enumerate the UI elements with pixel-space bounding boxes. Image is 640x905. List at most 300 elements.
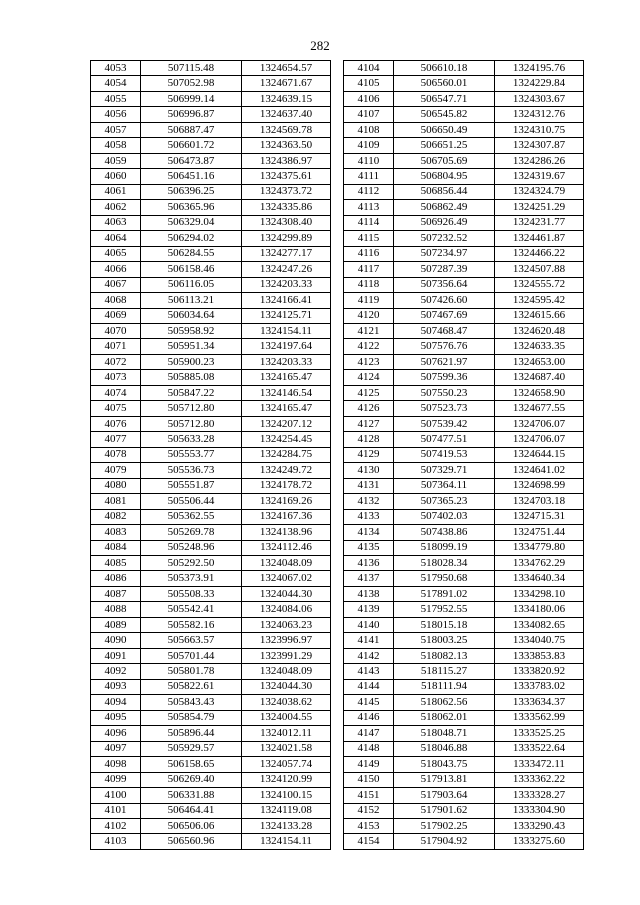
point-number-cell: 4102: [91, 818, 141, 833]
table-row: [344, 695, 584, 710]
y-coordinate-cell: 1324203.33: [242, 277, 331, 292]
y-coordinate-cell: 1324286.26: [495, 153, 584, 168]
coordinates-table-left-body: [91, 61, 331, 850]
x-coordinate-cell: 506506.06: [141, 818, 242, 833]
y-coordinate-cell: 1324658.90: [495, 385, 584, 400]
table-row: [91, 679, 331, 694]
point-number-cell: 4153: [344, 818, 394, 833]
point-number-cell: 4056: [91, 107, 141, 122]
table-row: [344, 494, 584, 509]
point-number-cell: 4138: [344, 586, 394, 601]
x-coordinate-cell: 518043.75: [394, 757, 495, 772]
y-coordinate-cell: 1324138.96: [242, 525, 331, 540]
point-number-cell: 4088: [91, 602, 141, 617]
point-number-cell: 4073: [91, 370, 141, 385]
table-row: [91, 726, 331, 741]
y-coordinate-cell: 1324146.54: [242, 385, 331, 400]
y-coordinate-cell: 1333525.25: [495, 726, 584, 741]
y-coordinate-cell: 1324165.47: [242, 401, 331, 416]
x-coordinate-cell: 506116.05: [141, 277, 242, 292]
table-row: [91, 556, 331, 571]
y-coordinate-cell: 1324555.72: [495, 277, 584, 292]
x-coordinate-cell: 518062.56: [394, 695, 495, 710]
x-coordinate-cell: 506887.47: [141, 122, 242, 137]
point-number-cell: 4137: [344, 571, 394, 586]
x-coordinate-cell: 507621.97: [394, 354, 495, 369]
y-coordinate-cell: 1324254.45: [242, 432, 331, 447]
y-coordinate-cell: 1324154.11: [242, 323, 331, 338]
table-row: [344, 323, 584, 338]
y-coordinate-cell: 1324067.02: [242, 571, 331, 586]
table-row: [344, 293, 584, 308]
table-row: [344, 834, 584, 849]
y-coordinate-cell: 1333275.60: [495, 834, 584, 849]
x-coordinate-cell: 506034.64: [141, 308, 242, 323]
table-row: [344, 447, 584, 462]
x-coordinate-cell: 505506.44: [141, 494, 242, 509]
x-coordinate-cell: 506651.25: [394, 138, 495, 153]
table-row: [91, 494, 331, 509]
y-coordinate-cell: 1324277.17: [242, 246, 331, 261]
point-number-cell: 4082: [91, 509, 141, 524]
x-coordinate-cell: 506547.71: [394, 91, 495, 106]
table-row: [344, 463, 584, 478]
y-coordinate-cell: 1324466.22: [495, 246, 584, 261]
x-coordinate-cell: 507467.69: [394, 308, 495, 323]
y-coordinate-cell: 1324195.76: [495, 61, 584, 76]
point-number-cell: 4079: [91, 463, 141, 478]
point-number-cell: 4134: [344, 525, 394, 540]
point-number-cell: 4116: [344, 246, 394, 261]
x-coordinate-cell: 506610.18: [394, 61, 495, 76]
x-coordinate-cell: 518003.25: [394, 633, 495, 648]
x-coordinate-cell: 507232.52: [394, 231, 495, 246]
y-coordinate-cell: 1324197.64: [242, 339, 331, 354]
point-number-cell: 4123: [344, 354, 394, 369]
y-coordinate-cell: 1324021.58: [242, 741, 331, 756]
y-coordinate-cell: 1324653.00: [495, 354, 584, 369]
point-number-cell: 4113: [344, 200, 394, 215]
table-row: [344, 509, 584, 524]
x-coordinate-cell: 506926.49: [394, 215, 495, 230]
point-number-cell: 4114: [344, 215, 394, 230]
point-number-cell: 4154: [344, 834, 394, 849]
table-row: [344, 308, 584, 323]
table-row: [91, 602, 331, 617]
point-number-cell: 4117: [344, 262, 394, 277]
table-row: [91, 184, 331, 199]
coordinates-table-right-body: [344, 61, 584, 850]
x-coordinate-cell: 506396.25: [141, 184, 242, 199]
x-coordinate-cell: 506705.69: [394, 153, 495, 168]
y-coordinate-cell: 1324751.44: [495, 525, 584, 540]
point-number-cell: 4075: [91, 401, 141, 416]
y-coordinate-cell: 1334779.80: [495, 540, 584, 555]
y-coordinate-cell: 1324299.89: [242, 231, 331, 246]
y-coordinate-cell: 1324569.78: [242, 122, 331, 137]
table-row: [344, 153, 584, 168]
table-row: [344, 556, 584, 571]
x-coordinate-cell: 507419.53: [394, 447, 495, 462]
y-coordinate-cell: 1324310.75: [495, 122, 584, 137]
table-row: [344, 385, 584, 400]
x-coordinate-cell: 505712.80: [141, 401, 242, 416]
y-coordinate-cell: 1324324.79: [495, 184, 584, 199]
x-coordinate-cell: 507365.23: [394, 494, 495, 509]
x-coordinate-cell: 506158.65: [141, 757, 242, 772]
point-number-cell: 4077: [91, 432, 141, 447]
table-row: [91, 215, 331, 230]
table-row: [91, 200, 331, 215]
point-number-cell: 4133: [344, 509, 394, 524]
y-coordinate-cell: 1324165.47: [242, 370, 331, 385]
point-number-cell: 4099: [91, 772, 141, 787]
y-coordinate-cell: 1324654.57: [242, 61, 331, 76]
table-row: [91, 463, 331, 478]
point-number-cell: 4124: [344, 370, 394, 385]
y-coordinate-cell: 1324319.67: [495, 169, 584, 184]
y-coordinate-cell: 1324303.67: [495, 91, 584, 106]
x-coordinate-cell: 506804.95: [394, 169, 495, 184]
table-row: [91, 416, 331, 431]
point-number-cell: 4072: [91, 354, 141, 369]
point-number-cell: 4119: [344, 293, 394, 308]
x-coordinate-cell: 517903.64: [394, 788, 495, 803]
point-number-cell: 4139: [344, 602, 394, 617]
point-number-cell: 4105: [344, 76, 394, 91]
x-coordinate-cell: 505362.55: [141, 509, 242, 524]
table-row: [344, 401, 584, 416]
point-number-cell: 4098: [91, 757, 141, 772]
point-number-cell: 4101: [91, 803, 141, 818]
page-number: 282: [310, 38, 330, 53]
y-coordinate-cell: 1324639.15: [242, 91, 331, 106]
table-row: [344, 602, 584, 617]
x-coordinate-cell: 517913.81: [394, 772, 495, 787]
y-coordinate-cell: 1324119.08: [242, 803, 331, 818]
table-row: [91, 818, 331, 833]
table-row: [91, 354, 331, 369]
point-number-cell: 4151: [344, 788, 394, 803]
table-row: [344, 788, 584, 803]
x-coordinate-cell: 505536.73: [141, 463, 242, 478]
x-coordinate-cell: 506158.46: [141, 262, 242, 277]
table-row: [344, 679, 584, 694]
y-coordinate-cell: 1324698.99: [495, 478, 584, 493]
point-number-cell: 4093: [91, 679, 141, 694]
x-coordinate-cell: 505292.50: [141, 556, 242, 571]
table-row: [344, 416, 584, 431]
x-coordinate-cell: 507329.71: [394, 463, 495, 478]
point-number-cell: 4110: [344, 153, 394, 168]
x-coordinate-cell: 505701.44: [141, 648, 242, 663]
table-row: [91, 432, 331, 447]
y-coordinate-cell: 1324084.06: [242, 602, 331, 617]
y-coordinate-cell: 1334082.65: [495, 617, 584, 632]
point-number-cell: 4120: [344, 308, 394, 323]
table-row: [91, 122, 331, 137]
x-coordinate-cell: 507523.73: [394, 401, 495, 416]
x-coordinate-cell: 506113.21: [141, 293, 242, 308]
point-number-cell: 4147: [344, 726, 394, 741]
point-number-cell: 4128: [344, 432, 394, 447]
x-coordinate-cell: 505633.28: [141, 432, 242, 447]
point-number-cell: 4078: [91, 447, 141, 462]
y-coordinate-cell: 1324507.88: [495, 262, 584, 277]
x-coordinate-cell: 506284.55: [141, 246, 242, 261]
x-coordinate-cell: 505896.44: [141, 726, 242, 741]
y-coordinate-cell: 1324038.62: [242, 695, 331, 710]
x-coordinate-cell: 505542.41: [141, 602, 242, 617]
y-coordinate-cell: 1324671.67: [242, 76, 331, 91]
x-coordinate-cell: 506545.82: [394, 107, 495, 122]
y-coordinate-cell: 1324373.72: [242, 184, 331, 199]
point-number-cell: 4115: [344, 231, 394, 246]
point-number-cell: 4068: [91, 293, 141, 308]
x-coordinate-cell: 517950.68: [394, 571, 495, 586]
point-number-cell: 4085: [91, 556, 141, 571]
table-row: [91, 138, 331, 153]
table-row: [344, 370, 584, 385]
table-row: [91, 788, 331, 803]
y-coordinate-cell: 1324703.18: [495, 494, 584, 509]
x-coordinate-cell: 505248.96: [141, 540, 242, 555]
point-number-cell: 4091: [91, 648, 141, 663]
point-number-cell: 4109: [344, 138, 394, 153]
point-number-cell: 4148: [344, 741, 394, 756]
table-row: [91, 277, 331, 292]
point-number-cell: 4089: [91, 617, 141, 632]
y-coordinate-cell: 1333328.27: [495, 788, 584, 803]
point-number-cell: 4064: [91, 231, 141, 246]
coordinates-table-right: [343, 60, 584, 850]
x-coordinate-cell: 518115.27: [394, 664, 495, 679]
table-row: [344, 525, 584, 540]
y-coordinate-cell: 1323996.97: [242, 633, 331, 648]
point-number-cell: 4071: [91, 339, 141, 354]
table-row: [344, 617, 584, 632]
table-row: [344, 231, 584, 246]
table-row: [91, 633, 331, 648]
y-coordinate-cell: 1324057.74: [242, 757, 331, 772]
table-row: [91, 323, 331, 338]
point-number-cell: 4121: [344, 323, 394, 338]
x-coordinate-cell: 507234.97: [394, 246, 495, 261]
x-coordinate-cell: 505885.08: [141, 370, 242, 385]
y-coordinate-cell: 1324169.26: [242, 494, 331, 509]
y-coordinate-cell: 1324249.72: [242, 463, 331, 478]
y-coordinate-cell: 1324641.02: [495, 463, 584, 478]
x-coordinate-cell: 518082.13: [394, 648, 495, 663]
y-coordinate-cell: 1324461.87: [495, 231, 584, 246]
y-coordinate-cell: 1334640.34: [495, 571, 584, 586]
table-row: [91, 153, 331, 168]
y-coordinate-cell: 1324386.97: [242, 153, 331, 168]
x-coordinate-cell: 505854.79: [141, 710, 242, 725]
y-coordinate-cell: 1333304.90: [495, 803, 584, 818]
y-coordinate-cell: 1324375.61: [242, 169, 331, 184]
point-number-cell: 4132: [344, 494, 394, 509]
point-number-cell: 4129: [344, 447, 394, 462]
table-row: [91, 401, 331, 416]
y-coordinate-cell: 1324595.42: [495, 293, 584, 308]
x-coordinate-cell: 505822.61: [141, 679, 242, 694]
y-coordinate-cell: 1324100.15: [242, 788, 331, 803]
point-number-cell: 4126: [344, 401, 394, 416]
x-coordinate-cell: 505553.77: [141, 447, 242, 462]
y-coordinate-cell: 1333853.83: [495, 648, 584, 663]
table-row: [91, 293, 331, 308]
table-row: [344, 91, 584, 106]
table-row: [91, 478, 331, 493]
table-row: [344, 818, 584, 833]
y-coordinate-cell: 1324125.71: [242, 308, 331, 323]
x-coordinate-cell: 507364.11: [394, 478, 495, 493]
x-coordinate-cell: 506999.14: [141, 91, 242, 106]
table-row: [344, 138, 584, 153]
table-row: [344, 432, 584, 447]
x-coordinate-cell: 505847.22: [141, 385, 242, 400]
x-coordinate-cell: 517901.62: [394, 803, 495, 818]
x-coordinate-cell: 506451.16: [141, 169, 242, 184]
point-number-cell: 4053: [91, 61, 141, 76]
table-row: [91, 385, 331, 400]
y-coordinate-cell: 1324166.41: [242, 293, 331, 308]
x-coordinate-cell: 505663.57: [141, 633, 242, 648]
x-coordinate-cell: 507438.86: [394, 525, 495, 540]
table-row: [344, 710, 584, 725]
y-coordinate-cell: 1333783.02: [495, 679, 584, 694]
point-number-cell: 4080: [91, 478, 141, 493]
x-coordinate-cell: 505582.16: [141, 617, 242, 632]
point-number-cell: 4081: [91, 494, 141, 509]
y-coordinate-cell: 1324644.15: [495, 447, 584, 462]
point-number-cell: 4095: [91, 710, 141, 725]
table-row: [344, 339, 584, 354]
x-coordinate-cell: 506464.41: [141, 803, 242, 818]
y-coordinate-cell: 1333522.64: [495, 741, 584, 756]
table-row: [91, 525, 331, 540]
table-row: [91, 617, 331, 632]
x-coordinate-cell: 507287.39: [394, 262, 495, 277]
x-coordinate-cell: 506294.02: [141, 231, 242, 246]
x-coordinate-cell: 506329.04: [141, 215, 242, 230]
table-row: [91, 803, 331, 818]
point-number-cell: 4104: [344, 61, 394, 76]
table-row: [344, 478, 584, 493]
point-number-cell: 4092: [91, 664, 141, 679]
table-row: [91, 571, 331, 586]
table-row: [344, 664, 584, 679]
point-number-cell: 4096: [91, 726, 141, 741]
x-coordinate-cell: 507115.48: [141, 61, 242, 76]
y-coordinate-cell: 1324307.87: [495, 138, 584, 153]
table-row: [91, 246, 331, 261]
y-coordinate-cell: 1333362.22: [495, 772, 584, 787]
table-row: [91, 231, 331, 246]
x-coordinate-cell: 505951.34: [141, 339, 242, 354]
x-coordinate-cell: 506650.49: [394, 122, 495, 137]
point-number-cell: 4062: [91, 200, 141, 215]
table-row: [91, 834, 331, 849]
point-number-cell: 4131: [344, 478, 394, 493]
y-coordinate-cell: 1324112.46: [242, 540, 331, 555]
y-coordinate-cell: 1324048.09: [242, 664, 331, 679]
table-row: [91, 61, 331, 76]
table-row: [344, 540, 584, 555]
y-coordinate-cell: 1324706.07: [495, 432, 584, 447]
x-coordinate-cell: 507356.64: [394, 277, 495, 292]
y-coordinate-cell: 1334040.75: [495, 633, 584, 648]
x-coordinate-cell: 505551.87: [141, 478, 242, 493]
point-number-cell: 4066: [91, 262, 141, 277]
table-row: [91, 76, 331, 91]
y-coordinate-cell: 1324637.40: [242, 107, 331, 122]
point-number-cell: 4094: [91, 695, 141, 710]
x-coordinate-cell: 506862.49: [394, 200, 495, 215]
y-coordinate-cell: 1324207.12: [242, 416, 331, 431]
point-number-cell: 4069: [91, 308, 141, 323]
y-coordinate-cell: 1333634.37: [495, 695, 584, 710]
point-number-cell: 4100: [91, 788, 141, 803]
table-row: [344, 76, 584, 91]
y-coordinate-cell: 1324715.31: [495, 509, 584, 524]
table-row: [344, 586, 584, 601]
table-row: [91, 710, 331, 725]
y-coordinate-cell: 1324133.28: [242, 818, 331, 833]
y-coordinate-cell: 1323991.29: [242, 648, 331, 663]
x-coordinate-cell: 506601.72: [141, 138, 242, 153]
x-coordinate-cell: 518046.88: [394, 741, 495, 756]
x-coordinate-cell: 507402.03: [394, 509, 495, 524]
table-row: [344, 571, 584, 586]
table-row: [344, 200, 584, 215]
point-number-cell: 4118: [344, 277, 394, 292]
table-row: [344, 122, 584, 137]
point-number-cell: 4150: [344, 772, 394, 787]
point-number-cell: 4112: [344, 184, 394, 199]
x-coordinate-cell: 505929.57: [141, 741, 242, 756]
point-number-cell: 4146: [344, 710, 394, 725]
point-number-cell: 4063: [91, 215, 141, 230]
x-coordinate-cell: 507599.36: [394, 370, 495, 385]
x-coordinate-cell: 518048.71: [394, 726, 495, 741]
table-row: [344, 107, 584, 122]
point-number-cell: 4076: [91, 416, 141, 431]
point-number-cell: 4086: [91, 571, 141, 586]
table-row: [91, 757, 331, 772]
y-coordinate-cell: 1333820.92: [495, 664, 584, 679]
y-coordinate-cell: 1324706.07: [495, 416, 584, 431]
x-coordinate-cell: 506331.88: [141, 788, 242, 803]
point-number-cell: 4061: [91, 184, 141, 199]
x-coordinate-cell: 517891.02: [394, 586, 495, 601]
y-coordinate-cell: 1334180.06: [495, 602, 584, 617]
y-coordinate-cell: 1334298.10: [495, 586, 584, 601]
point-number-cell: 4057: [91, 122, 141, 137]
point-number-cell: 4059: [91, 153, 141, 168]
x-coordinate-cell: 518015.18: [394, 617, 495, 632]
point-number-cell: 4149: [344, 757, 394, 772]
point-number-cell: 4060: [91, 169, 141, 184]
y-coordinate-cell: 1324231.77: [495, 215, 584, 230]
y-coordinate-cell: 1324229.84: [495, 76, 584, 91]
table-row: [344, 354, 584, 369]
x-coordinate-cell: 506269.40: [141, 772, 242, 787]
x-coordinate-cell: 518099.19: [394, 540, 495, 555]
point-number-cell: 4122: [344, 339, 394, 354]
table-row: [344, 726, 584, 741]
